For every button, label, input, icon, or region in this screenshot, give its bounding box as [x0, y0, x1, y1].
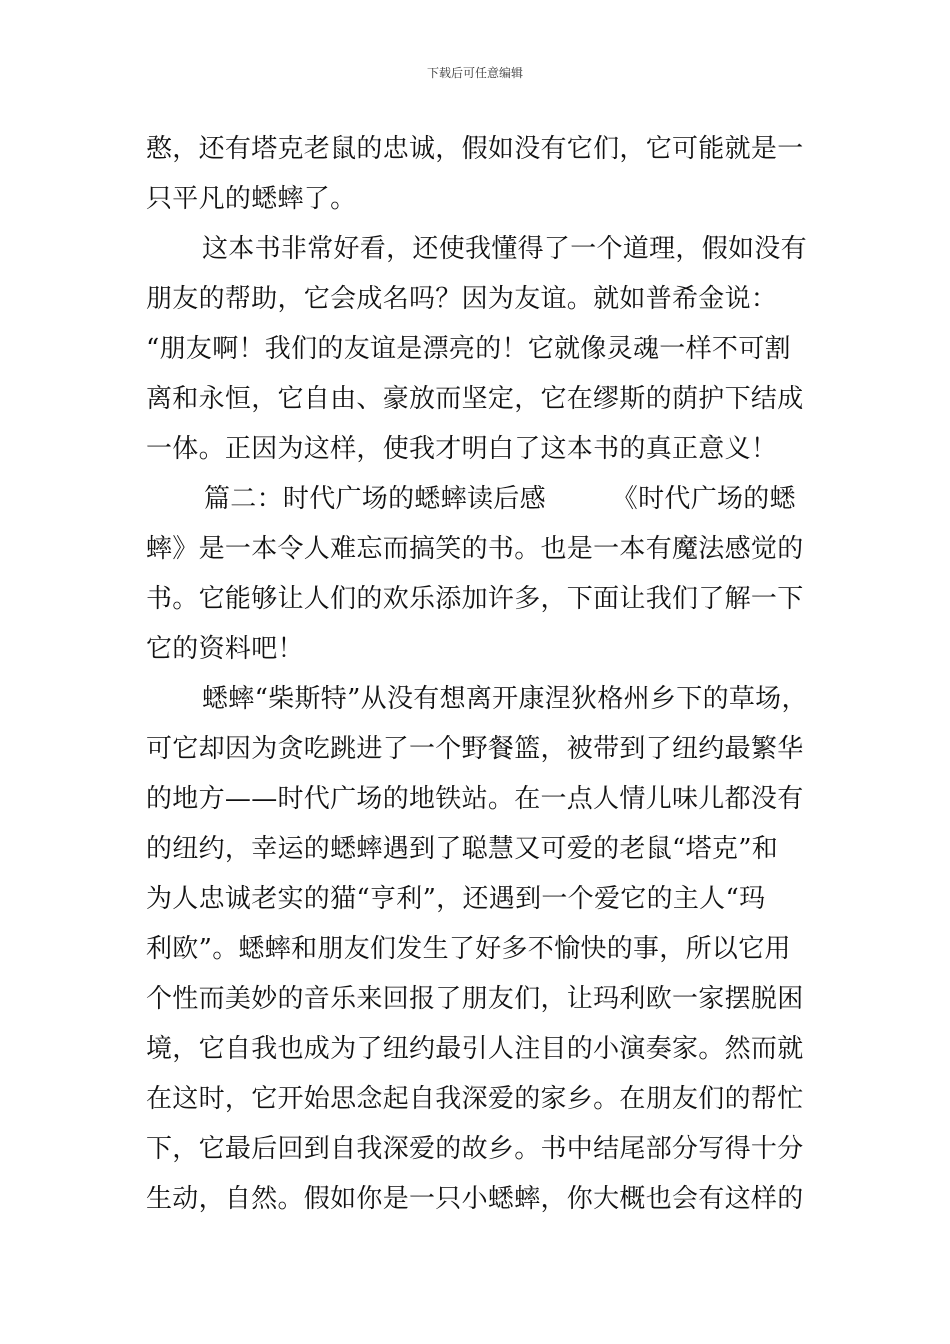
document-body: [146, 124, 816, 1224]
text-line: 的地方——时代广场的地铁站。在一点人情儿味儿都没有: [146, 784, 804, 814]
text-line: 可它却因为贪吃跳进了一个野餐篮，被带到了纽约最繁华: [146, 734, 804, 764]
text-line: 朋友的帮助，它会成名吗？因为友谊。就如普希金说：: [146, 284, 778, 314]
text-line: 生动，自然。假如你是一只小蟋蟀，你大概也会有这样的: [146, 1184, 804, 1214]
text-line: 这本书非常好看，还使我懂得了一个道理，假如没有: [202, 234, 807, 264]
text-line: 憨，还有塔克老鼠的忠诚，假如没有它们，它可能就是一: [146, 134, 804, 164]
text-line: 只平凡的蟋蟀了。: [146, 184, 357, 214]
text-line: 离和永恒，它自由、豪放而坚定，它在缪斯的荫护下结成: [146, 384, 804, 414]
text-line: 蟀》是一本令人难忘而搞笑的书。也是一本有魔法感觉的: [146, 534, 804, 564]
text-line: 的纽约，幸运的蟋蟀遇到了聪慧又可爱的老鼠“塔克”和: [146, 834, 779, 864]
text-line: 境，它自我也成为了纽约最引人注目的小演奏家。然而就: [146, 1034, 804, 1064]
text-line: 篇二：时代广场的蟋蟀读后感 《时代广场的蟋: [204, 484, 796, 514]
text-line: 它的资料吧！: [146, 634, 304, 664]
text-line: “朋友啊！我们的友谊是漂亮的！它就像灵魂一样不可割: [146, 334, 791, 364]
text-line: 个性而美妙的音乐来回报了朋友们，让玛利欧一家摆脱困: [146, 984, 804, 1014]
text-line: 书。它能够让人们的欢乐添加许多，下面让我们了解一下: [146, 584, 804, 614]
text-line: 为人忠诚老实的猫“亨利”，还遇到一个爱它的主人“玛: [146, 884, 766, 914]
text-line: 蟋蟀“柴斯特”从没有想离开康涅狄格州乡下的草场，: [202, 684, 808, 714]
text-line: 在这时，它开始思念起自我深爱的家乡。在朋友们的帮忙: [146, 1084, 804, 1114]
text-line: 利欧”。蟋蟀和朋友们发生了好多不愉快的事，所以它用: [146, 934, 791, 964]
text-line: 一体。正因为这样，使我才明白了这本书的真正意义！: [146, 434, 778, 464]
text-line: 下，它最后回到自我深爱的故乡。书中结尾部分写得十分: [146, 1134, 804, 1164]
page-header: 下载后可任意编辑: [426, 66, 523, 80]
